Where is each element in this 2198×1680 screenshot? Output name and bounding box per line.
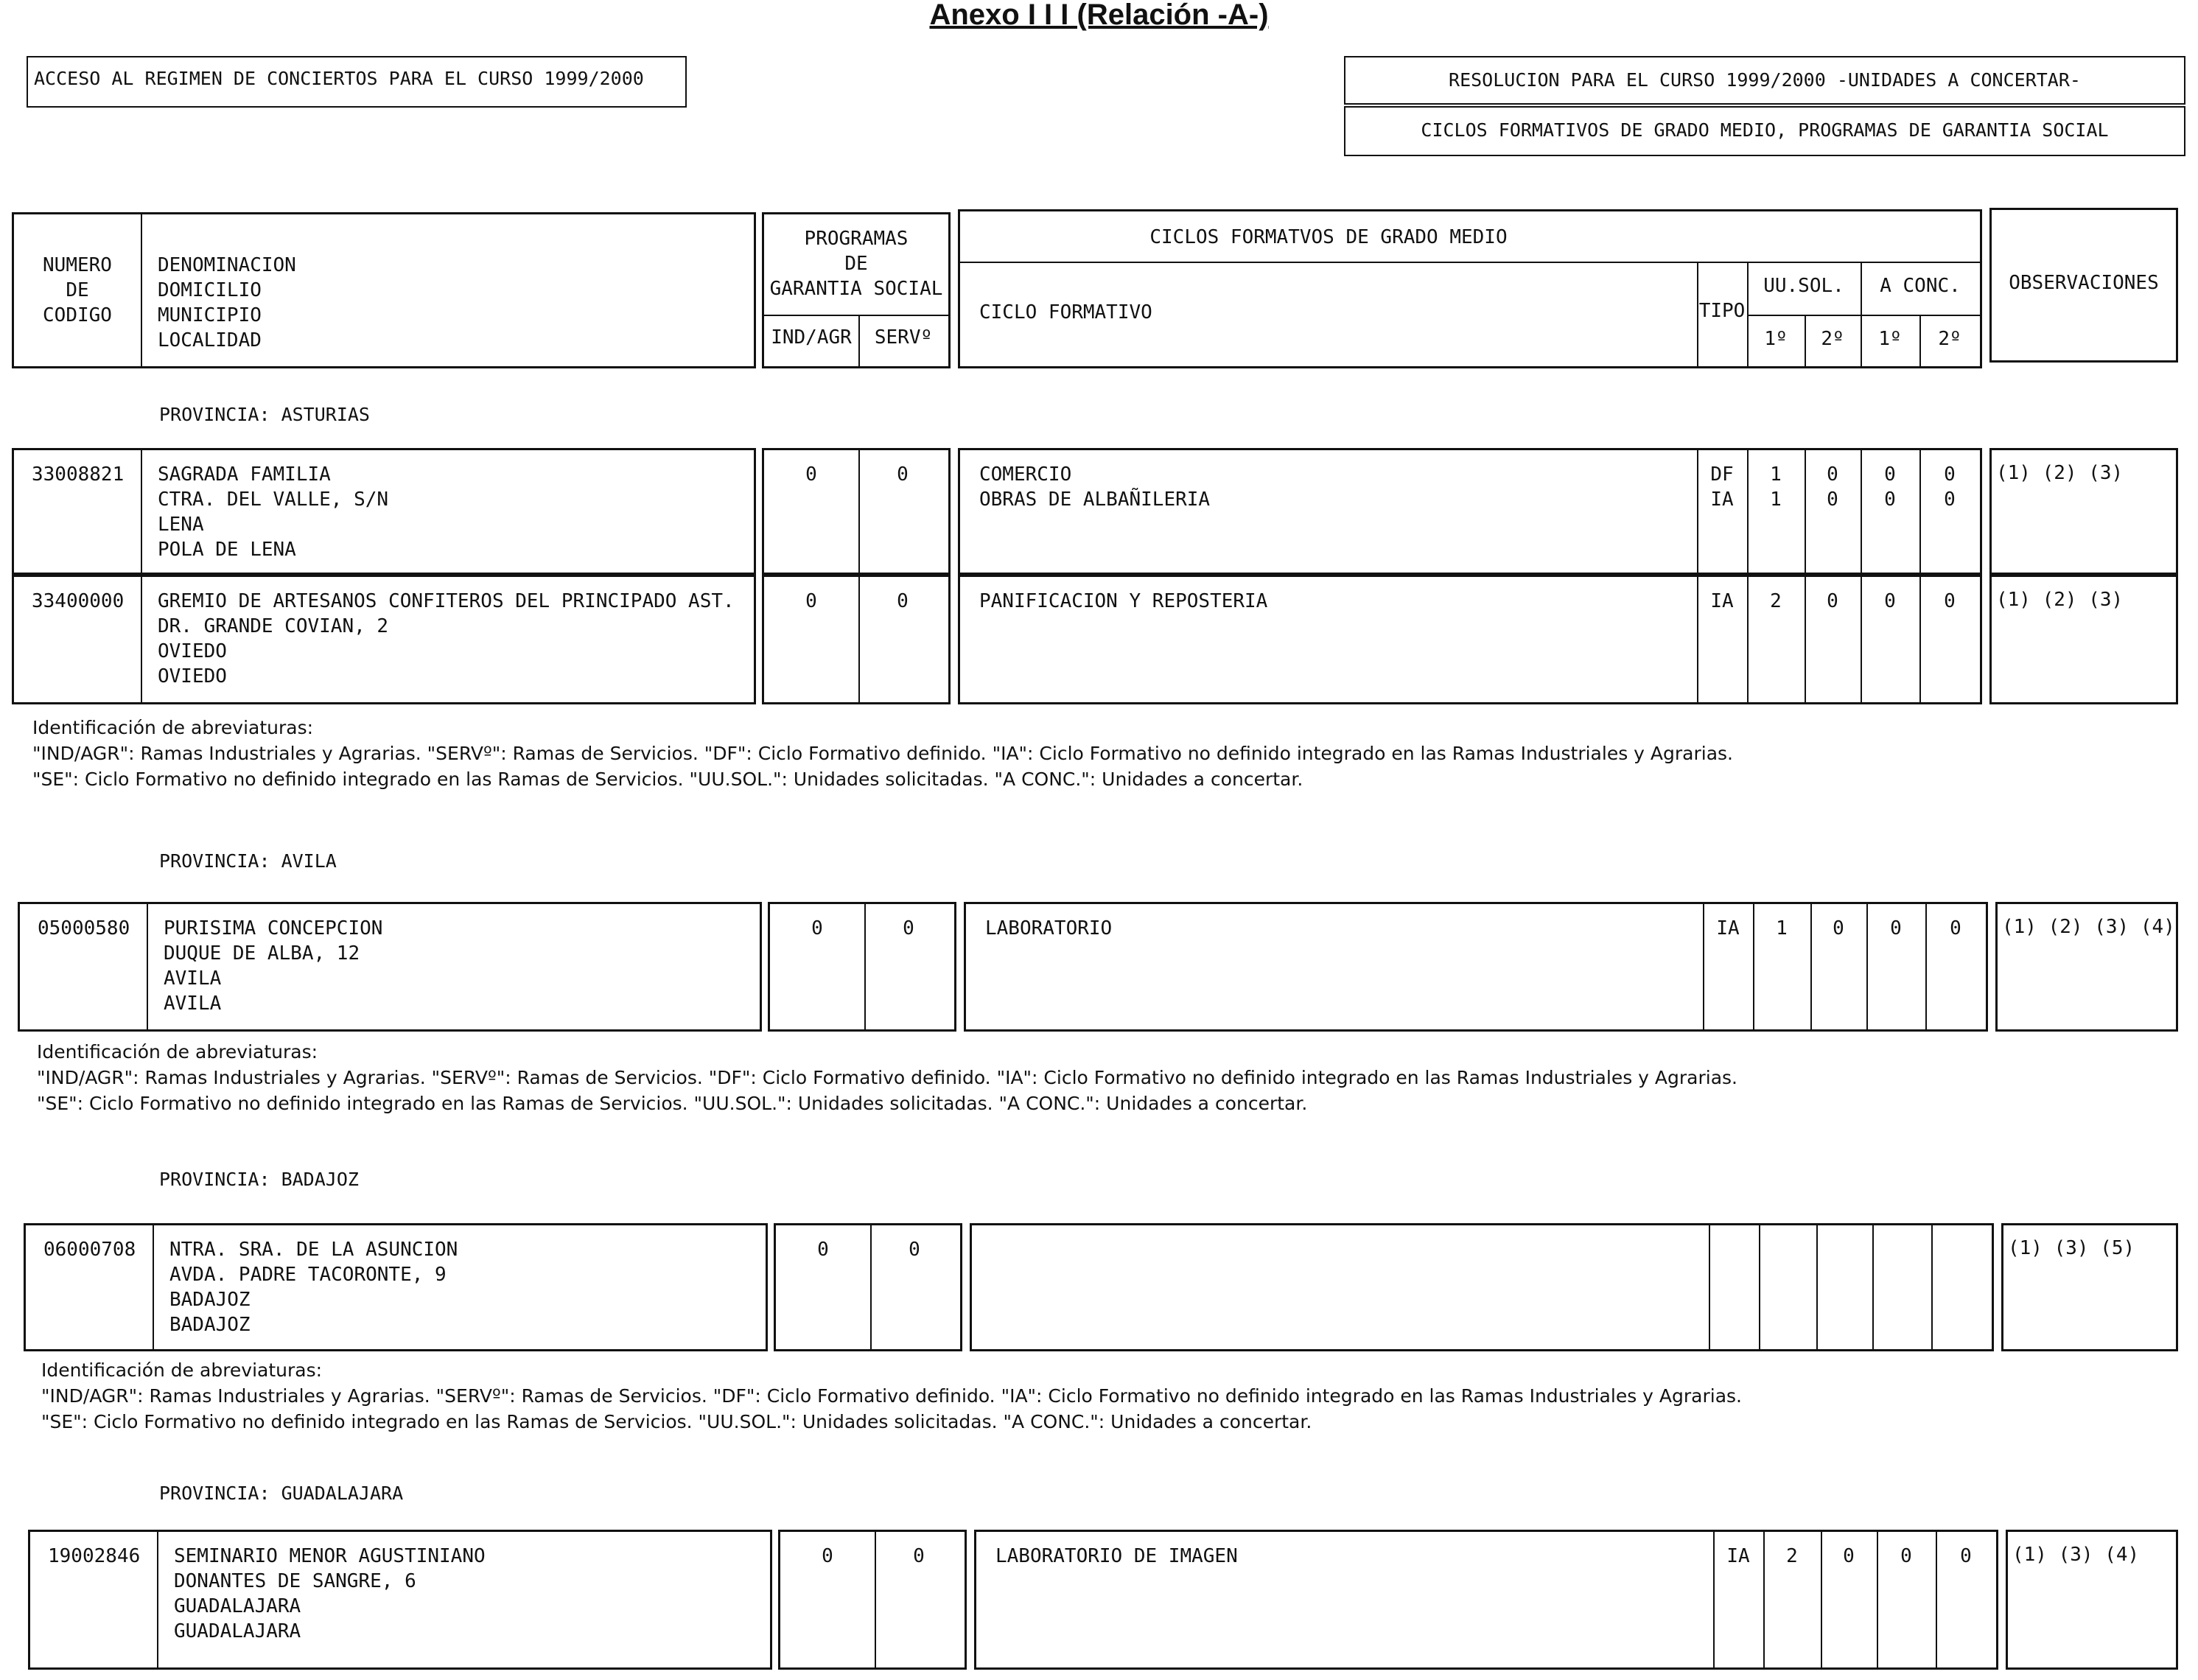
address-line: AVILA [164, 993, 222, 1015]
center-row [24, 1223, 768, 1351]
column-divider [864, 904, 866, 1029]
column-divider [153, 1225, 154, 1349]
legend-line: "IND/AGR": Ramas Industriales y Agrarias. "SERVº": Ramas de Servicios. "DF": Ciclo Formativo definido. "IA": Ciclo Formativo no definido integrado en las Ramas Industriales y Agrarias. [41, 1385, 1742, 1407]
column-divider [141, 577, 142, 702]
legend-line: "IND/AGR": Ramas Industriales y Agrarias. "SERVº": Ramas de Servicios. "DF": Ciclo Formativo definido. "IA": Ciclo Formativo no definido integrado en las Ramas Industriales y Agrarias. [32, 743, 1733, 764]
column-divider [147, 904, 148, 1029]
column-programas: PROGRAMAS DE GARANTIA SOCIAL [769, 228, 943, 300]
address-line: SAGRADA FAMILIA [158, 463, 331, 486]
observaciones-row [1989, 448, 2178, 575]
uu-sol-1: 1 [1770, 463, 1782, 486]
address-line: DUQUE DE ALBA, 12 [164, 942, 360, 965]
observaciones-value: (1) (2) (3) (4) [2002, 916, 2175, 938]
address-line: NTRA. SRA. DE LA ASUNCION [169, 1239, 458, 1261]
column-divider [141, 450, 142, 573]
center-address [174, 1544, 486, 1644]
column-uu-sol: UU.SOL. [1763, 275, 1844, 297]
address-line: BADAJOZ [169, 1314, 251, 1336]
center-address [169, 1237, 458, 1337]
address-line: LENA [158, 514, 204, 536]
a-conc-2: 0 [1960, 1545, 1972, 1567]
programas-row [762, 575, 951, 704]
province-heading: PROVINCIA: ASTURIAS [159, 404, 370, 425]
address-line: OVIEDO [158, 640, 227, 662]
column-uu-sol-2: 2º [1821, 328, 1844, 350]
ind-agr-value: 0 [822, 1545, 833, 1567]
center-code: 05000580 [38, 917, 130, 939]
ind-agr-value: 0 [817, 1239, 829, 1261]
ciclo-tipo: DF [1710, 463, 1734, 486]
a-conc-2: 0 [1944, 590, 1956, 612]
column-ind-agr: IND/AGR [771, 326, 852, 349]
ciclo-tipo: IA [1716, 917, 1740, 939]
province-heading: PROVINCIA: BADAJOZ [159, 1169, 359, 1190]
right-header-text-2: CICLOS FORMATIVOS DE GRADO MEDIO, PROGRAMAS DE GARANTIA SOCIAL [1421, 119, 2109, 141]
serv-value: 0 [909, 1239, 920, 1261]
programas-row [778, 1530, 967, 1670]
programas-row [768, 902, 956, 1032]
a-conc-1: 0 [1884, 463, 1896, 486]
address-line: DR. GRANDE COVIAN, 2 [158, 615, 389, 637]
right-header-text-1: RESOLUCION PARA EL CURSO 1999/2000 -UNIDADES A CONCERTAR- [1449, 69, 2081, 91]
uu-sol-2: 0 [1833, 917, 1844, 939]
column-divider [1816, 1225, 1818, 1349]
legend-heading: Identificación de abreviaturas: [41, 1359, 323, 1381]
column-divider [1931, 1225, 1933, 1349]
right-header-box-1 [1344, 56, 2185, 105]
address-line: SEMINARIO MENOR AGUSTINIANO [174, 1545, 486, 1567]
column-header-observaciones [1989, 208, 2178, 363]
address-line: AVDA. PADRE TACORONTE, 9 [169, 1264, 447, 1286]
center-row [28, 1530, 772, 1670]
observaciones-row [2006, 1530, 2178, 1670]
center-code: 33400000 [32, 590, 125, 612]
address-line: GUADALAJARA [174, 1620, 301, 1642]
observaciones-row [1995, 902, 2178, 1032]
address-line: CTRA. DEL VALLE, S/N [158, 489, 389, 511]
observaciones-value: (1) (2) (3) [1996, 589, 2124, 611]
serv-value: 0 [897, 463, 909, 486]
ind-agr-value: 0 [811, 917, 823, 939]
ciclos-row [958, 448, 1982, 575]
uu-sol-1: 2 [1786, 1545, 1798, 1567]
ciclo-tipo: IA [1710, 489, 1734, 511]
ciclos-row [958, 575, 1982, 704]
center-code: 06000708 [43, 1239, 136, 1261]
province-heading: PROVINCIA: GUADALAJARA [159, 1483, 404, 1504]
serv-value: 0 [913, 1545, 925, 1567]
legend-heading: Identificación de abreviaturas: [37, 1041, 318, 1063]
address-line: GUADALAJARA [174, 1595, 301, 1617]
address-line: DONANTES DE SANGRE, 6 [174, 1570, 416, 1592]
column-divider [858, 577, 860, 702]
uu-sol-2: 0 [1827, 463, 1838, 486]
column-serv: SERVº [874, 326, 933, 349]
ciclo-name: COMERCIO [979, 463, 1072, 486]
center-code: 19002846 [48, 1545, 141, 1567]
observaciones-value: (1) (3) (5) [2008, 1237, 2135, 1259]
ciclo-name: LABORATORIO [985, 917, 1113, 939]
ind-agr-value: 0 [805, 463, 817, 486]
column-divider [1709, 1225, 1710, 1349]
serv-value: 0 [903, 917, 914, 939]
a-conc-2: 0 [1944, 489, 1956, 511]
column-denominacion: DENOMINACION DOMICILIO MUNICIPIO LOCALIDAD [158, 254, 296, 351]
column-ciclo-formativo: CICLO FORMATIVO [979, 301, 1152, 323]
a-conc-1: 0 [1890, 917, 1902, 939]
address-line: POLA DE LENA [158, 539, 296, 561]
legend-line: "SE": Ciclo Formativo no definido integrado en las Ramas de Servicios. "UU.SOL.": Unidades solicitadas. "A CONC.": Unidades a concertar. [32, 769, 1303, 790]
legend-line: "SE": Ciclo Formativo no definido integrado en las Ramas de Servicios. "UU.SOL.": Unidades solicitadas. "A CONC.": Unidades a concertar. [41, 1411, 1312, 1432]
center-address [164, 916, 382, 1016]
observaciones-row [2001, 1223, 2178, 1351]
column-divider [1759, 1225, 1760, 1349]
ciclos-row [964, 902, 1988, 1032]
ciclo-name: OBRAS DE ALBAÑILERIA [979, 489, 1211, 511]
a-conc-1: 0 [1884, 590, 1896, 612]
uu-sol-2: 0 [1843, 1545, 1855, 1567]
center-address [158, 462, 388, 562]
address-line: GREMIO DE ARTESANOS CONFITEROS DEL PRINCIPADO AST. [158, 590, 735, 612]
address-line: BADAJOZ [169, 1289, 251, 1311]
legend-heading: Identificación de abreviaturas: [32, 717, 314, 738]
column-header-ciclos [958, 209, 1982, 368]
center-code: 33008821 [32, 463, 125, 486]
column-divider [875, 1532, 876, 1667]
center-row [12, 575, 756, 704]
left-header-text: ACCESO AL REGIMEN DE CONCIERTOS PARA EL CURSO 1999/2000 [34, 68, 644, 89]
ciclo-name: LABORATORIO DE IMAGEN [995, 1545, 1238, 1567]
serv-value: 0 [897, 590, 909, 612]
observaciones-value: (1) (2) (3) [1996, 462, 2124, 484]
abbreviations-legend [32, 715, 1733, 792]
abbreviations-legend [37, 1039, 1737, 1116]
province-heading: PROVINCIA: AVILA [159, 850, 337, 872]
ciclo-name: PANIFICACION Y REPOSTERIA [979, 590, 1268, 612]
address-line: PURISIMA CONCEPCION [164, 917, 383, 939]
right-header-box-2 [1344, 106, 2185, 156]
ind-agr-value: 0 [805, 590, 817, 612]
address-line: AVILA [164, 967, 222, 990]
observaciones-row [1989, 575, 2178, 704]
a-conc-1: 0 [1884, 489, 1896, 511]
a-conc-2: 0 [1944, 463, 1956, 486]
column-divider [157, 1532, 158, 1667]
center-address [158, 589, 735, 689]
column-header-center [12, 212, 756, 368]
ciclos-row [974, 1530, 1998, 1670]
center-row [18, 902, 762, 1032]
observaciones-value: (1) (3) (4) [2012, 1544, 2140, 1566]
column-header-programas [762, 212, 951, 368]
column-divider [1872, 1225, 1874, 1349]
a-conc-1: 0 [1900, 1545, 1912, 1567]
ciclo-tipo: IA [1726, 1545, 1750, 1567]
legend-line: "IND/AGR": Ramas Industriales y Agrarias. "SERVº": Ramas de Servicios. "DF": Ciclo Formativo definido. "IA": Ciclo Formativo no definido integrado en las Ramas Industriales y Agrarias. [37, 1067, 1737, 1088]
center-row [12, 448, 756, 575]
legend-line: "SE": Ciclo Formativo no definido integrado en las Ramas de Servicios. "UU.SOL.": Unidades solicitadas. "A CONC.": Unidades a concertar. [37, 1093, 1308, 1114]
column-uu-sol-1: 1º [1764, 328, 1788, 350]
abbreviations-legend [41, 1357, 1742, 1435]
page-title: Anexo I I I (Relación -A-) [929, 0, 1269, 31]
column-a-conc: A CONC. [1880, 275, 1961, 297]
column-a-conc-2: 2º [1938, 328, 1961, 350]
programas-row [762, 448, 951, 575]
column-observaciones: OBSERVACIONES [2009, 272, 2159, 294]
column-ciclos-title: CICLOS FORMATVOS DE GRADO MEDIO [1149, 226, 1508, 248]
column-divider [858, 450, 860, 573]
uu-sol-1: 2 [1770, 590, 1782, 612]
uu-sol-2: 0 [1827, 489, 1838, 511]
address-line: OVIEDO [158, 665, 227, 687]
column-tipo: TIPO [1698, 300, 1746, 322]
uu-sol-1: 1 [1770, 489, 1782, 511]
a-conc-2: 0 [1950, 917, 1961, 939]
ciclo-tipo: IA [1710, 590, 1734, 612]
column-numero: NUMERO DE CODIGO [43, 254, 112, 326]
uu-sol-1: 1 [1776, 917, 1788, 939]
column-divider [870, 1225, 872, 1349]
programas-row [774, 1223, 962, 1351]
column-a-conc-1: 1º [1878, 328, 1902, 350]
left-header-box [27, 56, 687, 108]
ciclos-row [970, 1223, 1994, 1351]
uu-sol-2: 0 [1827, 590, 1838, 612]
